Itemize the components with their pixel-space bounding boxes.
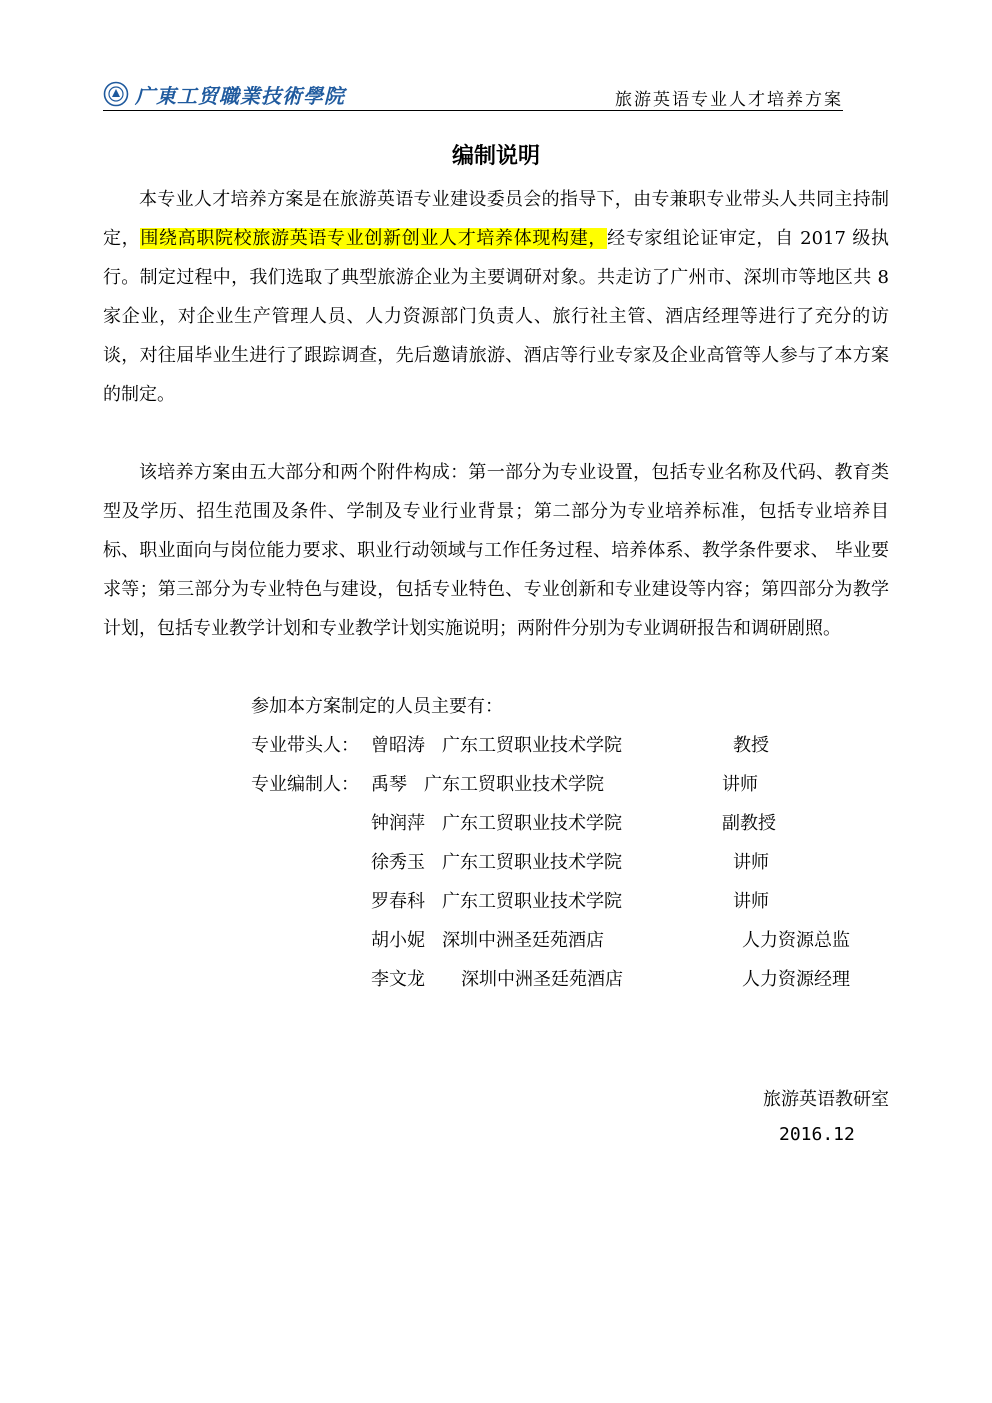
member-title: 讲师 <box>722 774 758 795</box>
member-name: 徐秀玉 <box>371 852 425 873</box>
member-name: 李文龙 <box>371 969 425 990</box>
school-emblem-icon <box>103 81 129 107</box>
editor-label: 专业编制人： <box>251 774 359 795</box>
member-title: 教授 <box>733 735 769 756</box>
member-title: 讲师 <box>733 891 769 912</box>
member-name: 罗春科 <box>371 891 425 912</box>
member-title: 人力资源总监 <box>742 930 850 951</box>
member-org: 深圳中洲圣廷苑酒店 <box>461 969 623 990</box>
paragraph-structure: 该培养方案由五大部分和两个附件构成：第一部分为专业设置，包括专业名称及代码、教育类型及学历、招生范围及条件、学制及专业行业背景；第二部分为专业培养标准，包括专业培养目标、职业面向与岗位能力要求、职业行动领域与工作任务过程、培养体系、教学条件要求、 毕业要求等；第三部分为专业特色与建设，包括专业特色、专业创新和专业建设等内容；第四部分为教学计划，包括专业教学计划和专业教学计划实施说明；两附件分别为专业调研报告和调研剧照。 <box>103 462 889 639</box>
highlighted-text: 围绕高职院校旅游英语专业创新创业人才培养体现构建， <box>140 228 608 249</box>
member-org: 深圳中洲圣廷苑酒店 <box>442 930 604 951</box>
member-name: 曾昭涛 <box>371 735 425 756</box>
member-org: 广东工贸职业技术学院 <box>442 852 622 873</box>
member-org: 广东工贸职业技术学院 <box>442 735 622 756</box>
member-title: 讲师 <box>733 852 769 873</box>
footer-organization: 旅游英语教研室 <box>763 1089 889 1110</box>
participants-intro: 参加本方案制定的人员主要有： <box>251 696 503 717</box>
school-name: 广東工贸職業技術學院 <box>135 83 345 108</box>
member-org: 广东工贸职业技术学院 <box>424 774 604 795</box>
member-org: 广东工贸职业技术学院 <box>442 891 622 912</box>
school-logo <box>103 78 345 110</box>
footer-date: 2016.12 <box>779 1124 855 1145</box>
leader-label: 专业带头人： <box>251 735 359 756</box>
member-org: 广东工贸职业技术学院 <box>442 813 622 834</box>
member-name: 胡小妮 <box>371 930 425 951</box>
paragraph-preparation <box>103 180 889 414</box>
paragraph-text: 经专家组论证审定，自 2017 级执行。制定过程中，我们选取了典型旅游企业为主要调研对象。共走访了广州市、深圳市等地区共 8 家企业，对企业生产管理人员、人力资源部门负责人、旅行社主管、酒店经理等进行了充分的访谈，对往届毕业生进行了跟踪调查，先后邀请旅游、酒店等行业专家及企业高管等人参与了本方案的制定。 <box>103 228 890 405</box>
member-title: 人力资源经理 <box>742 969 850 990</box>
member-name: 钟润萍 <box>371 813 425 834</box>
paragraph-text: 本专业人才培养方案是在旅游英语专业建设委员会的指导下，由专兼职专业带头人共同主持制定， <box>103 189 889 249</box>
member-title: 副教授 <box>722 813 776 834</box>
page-header <box>103 70 843 111</box>
member-name: 禹琴 <box>371 774 407 795</box>
document-name: 旅游英语专业人才培养方案 <box>615 90 843 110</box>
page-title: 编制说明 <box>451 144 540 169</box>
